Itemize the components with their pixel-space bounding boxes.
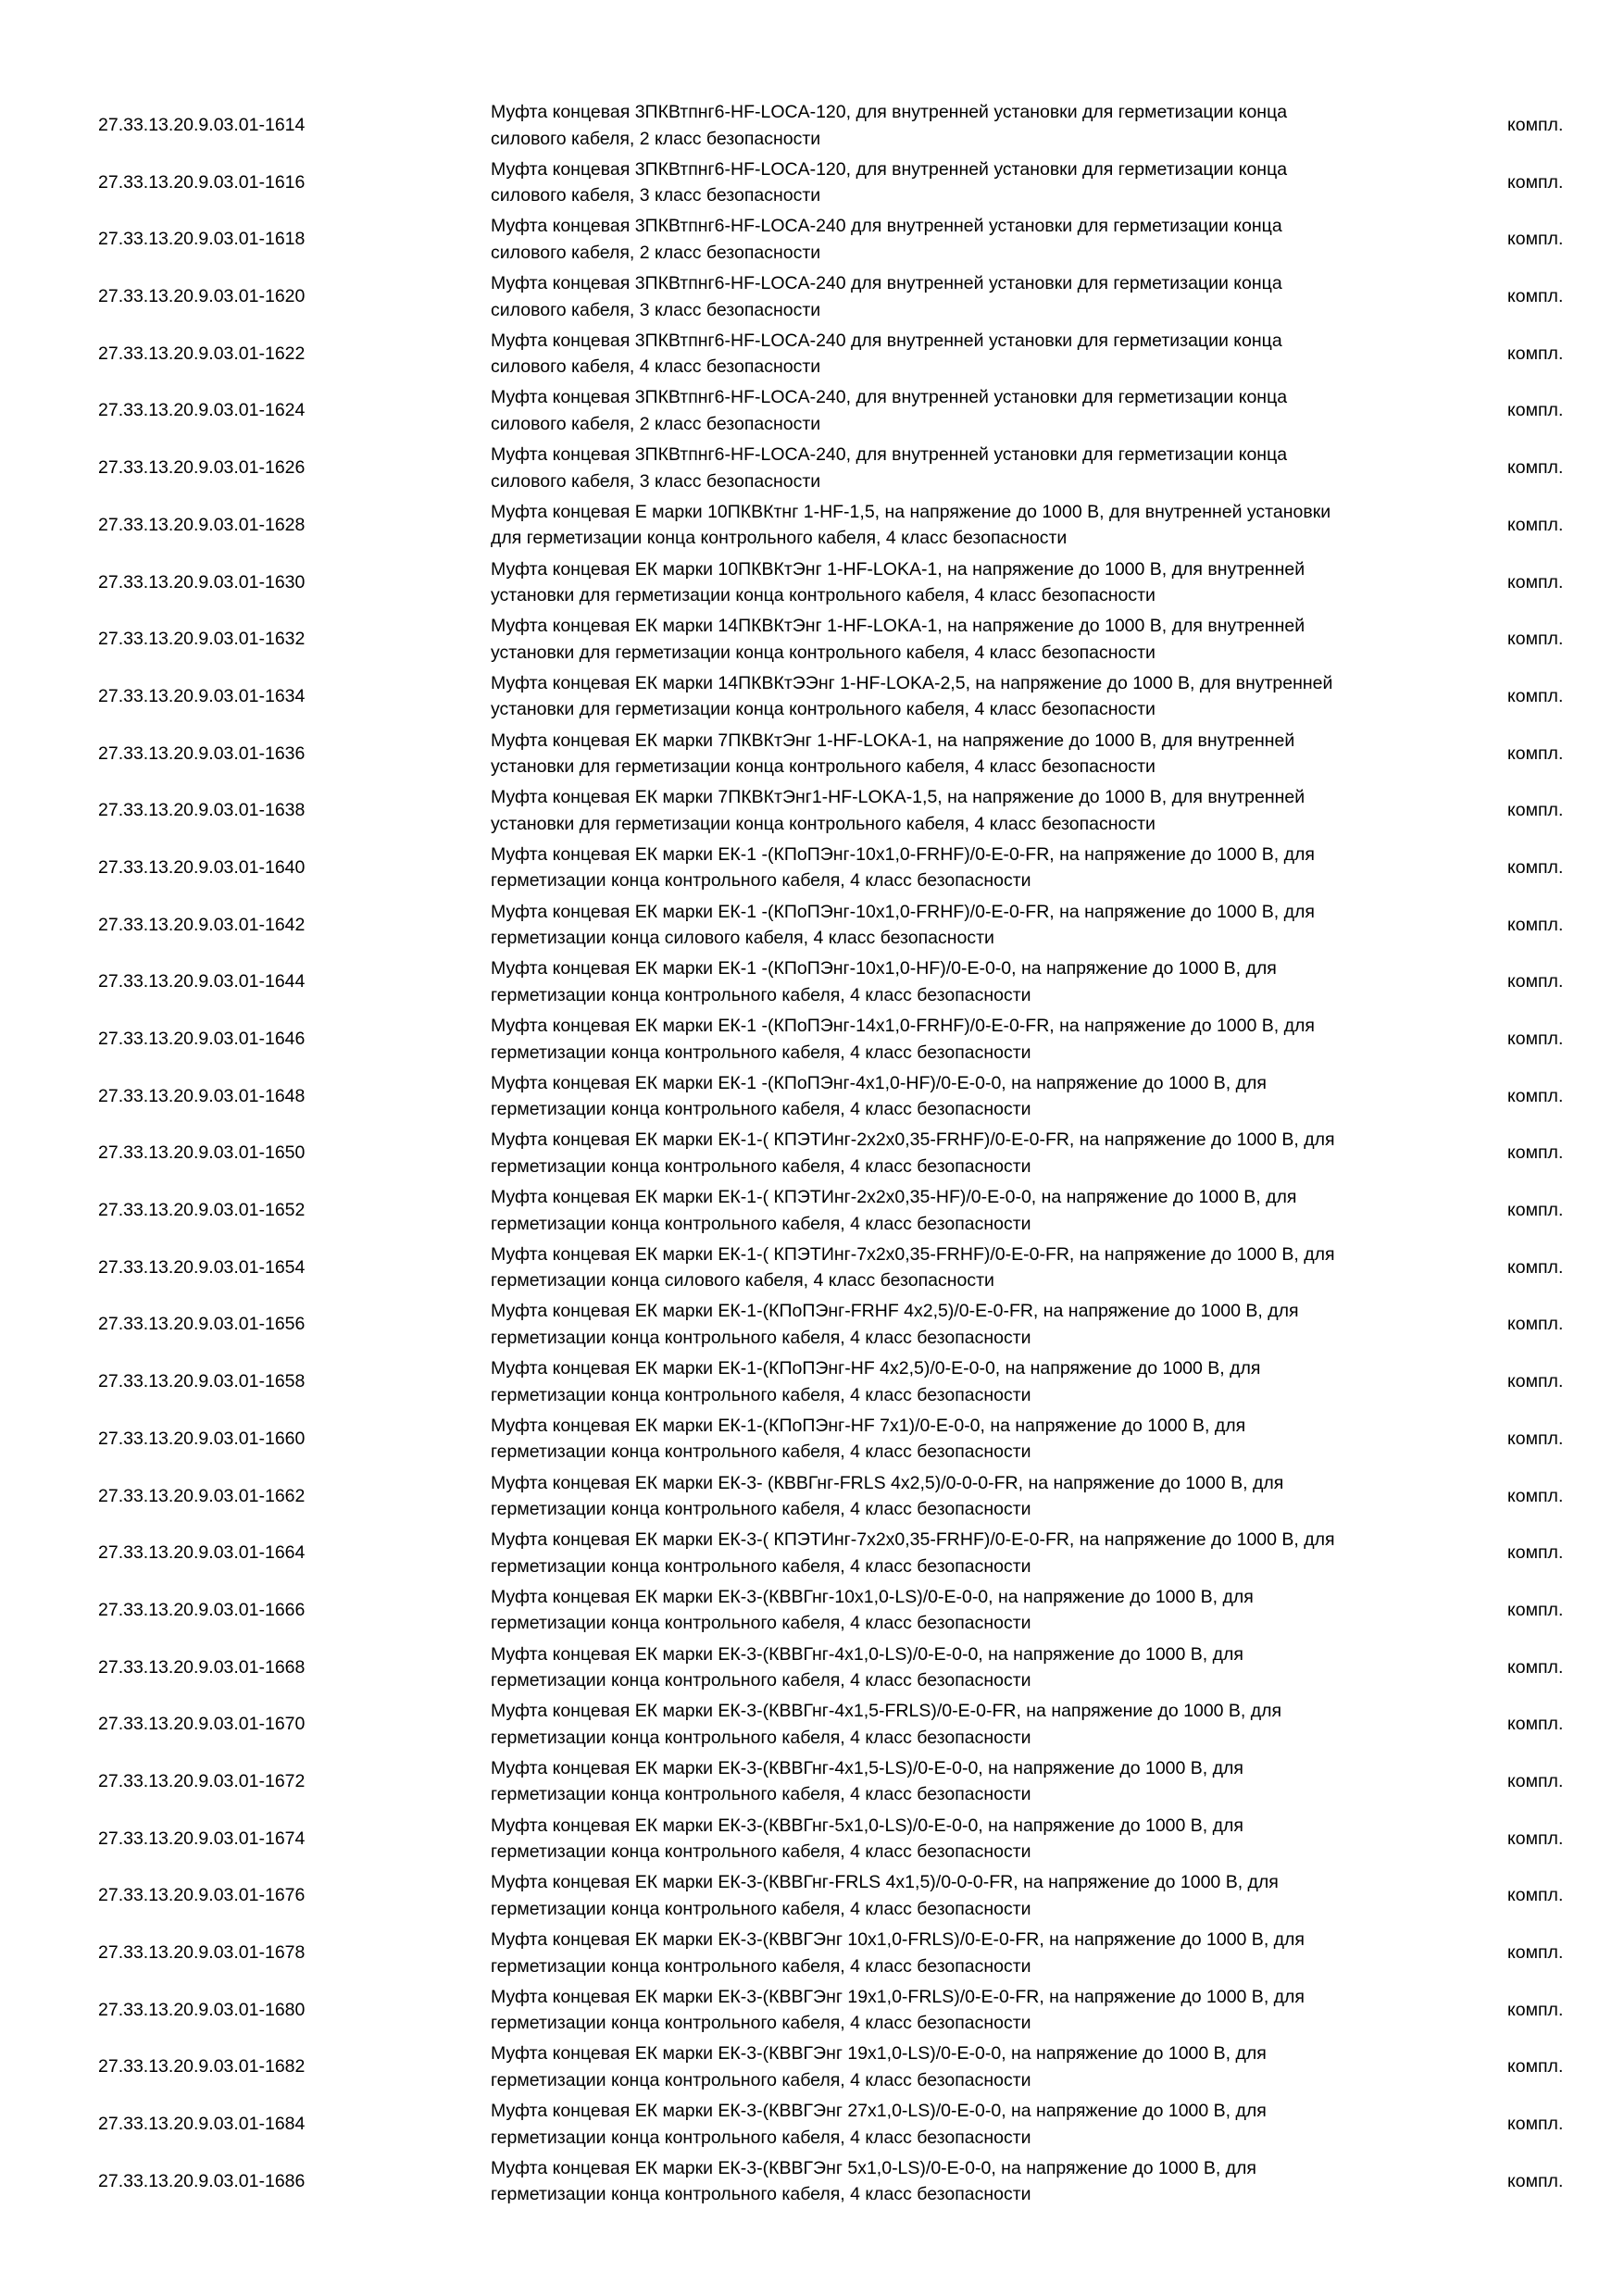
item-code: 27.33.13.20.9.03.01-1620: [98, 286, 306, 307]
unit-of-measure: компл.: [1507, 343, 1564, 364]
description-line: Муфта концевая 3ПКВтпнг6-HF-LOCA-240 для внутренней установки для герметизации конца: [491, 216, 1282, 237]
price-list-table: [0, 97, 1624, 2210]
item-code: 27.33.13.20.9.03.01-1614: [98, 115, 306, 135]
unit-of-measure: компл.: [1507, 800, 1564, 821]
description-line: герметизации конца контрольного кабеля, 4 класс безопасности: [491, 1670, 1031, 1691]
unit-of-measure: компл.: [1507, 171, 1564, 193]
item-description: [491, 1755, 1463, 1808]
unit-of-measure: компл.: [1507, 457, 1564, 479]
table-row: [0, 1982, 1624, 2040]
unit-of-measure: компл.: [1507, 685, 1564, 706]
item-description: [491, 1070, 1463, 1123]
table-row: [0, 1411, 1624, 1468]
table-row: [0, 1354, 1624, 1411]
unit-of-measure: компл.: [1507, 742, 1564, 764]
description-line: Муфта концевая ЕК марки ЕК-3-( КПЭТИнг-7х2х0,35-FRHF)/0-Е-0-FR, на напряжение до 1000 В, для: [491, 1529, 1335, 1551]
item-description: [491, 1984, 1463, 2037]
item-description: [491, 156, 1463, 209]
item-description: [491, 1470, 1463, 1523]
unit-of-measure: компл.: [1507, 514, 1564, 535]
item-code: 27.33.13.20.9.03.01-1642: [98, 914, 306, 935]
item-description: [491, 99, 1463, 152]
item-description: [491, 556, 1463, 609]
description-line: Муфта концевая Е марки 10ПКВКтнг 1-HF-1,5, на напряжение до 1000 В, для внутренней установки: [491, 501, 1331, 522]
table-row: [0, 1240, 1624, 1297]
item-code: 27.33.13.20.9.03.01-1670: [98, 1714, 306, 1735]
table-row: [0, 326, 1624, 383]
item-code: 27.33.13.20.9.03.01-1616: [98, 171, 306, 193]
description-line: Муфта концевая ЕК марки ЕК-1-( КПЭТИнг-7х2х0,35-FRHF)/0-Е-0-FR, на напряжение до 1000 В, для: [491, 1243, 1335, 1265]
description-line: герметизации конца контрольного кабеля, 4 класс безопасности: [491, 2127, 1031, 2148]
item-code: 27.33.13.20.9.03.01-1674: [98, 1828, 306, 1849]
unit-of-measure: компл.: [1507, 2114, 1564, 2135]
item-description: [491, 2098, 1463, 2151]
description-line: Муфта концевая 3ПКВтпнг6-HF-LOCA-120, для внутренней установки для герметизации конца: [491, 158, 1288, 180]
description-line: Муфта концевая ЕК марки ЕК-1-( КПЭТИнг-2х2х0,35-HF)/0-Е-0-0, на напряжение до 1000 В, для: [491, 1187, 1297, 1208]
item-code: 27.33.13.20.9.03.01-1676: [98, 1885, 306, 1906]
description-line: герметизации конца контрольного кабеля, 4 класс безопасности: [491, 2013, 1031, 2034]
description-line: Муфта концевая ЕК марки ЕК-1 -(КПоПЭнг-10х1,0-FRHF)/0-Е-0-FR, на напряжение до 1000 В, для: [491, 843, 1315, 865]
description-line: силового кабеля, 2 класс безопасности: [491, 242, 821, 263]
description-line: герметизации конца силового кабеля, 4 класс безопасности: [491, 928, 994, 949]
description-line: Муфта концевая 3ПКВтпнг6-HF-LOCA-240 для внутренней установки для герметизации конца: [491, 330, 1282, 351]
description-line: Муфта концевая ЕК марки ЕК-3-(КВВГЭнг 10х1,0-FRLS)/0-Е-0-FR, на напряжение до 1000 В, для: [491, 1929, 1305, 1950]
description-line: герметизации конца силового кабеля, 4 класс безопасности: [491, 1270, 994, 1292]
table-row: [0, 611, 1624, 668]
description-line: силового кабеля, 2 класс безопасности: [491, 413, 821, 434]
unit-of-measure: компл.: [1507, 1828, 1564, 1849]
description-line: установки для герметизации конца контрольного кабеля, 4 класс безопасности: [491, 813, 1156, 834]
table-row: [0, 211, 1624, 268]
table-row: [0, 726, 1624, 783]
table-row: [0, 1296, 1624, 1354]
item-code: 27.33.13.20.9.03.01-1634: [98, 685, 306, 706]
description-line: Муфта концевая ЕК марки ЕК-1 -(КПоПЭнг-4х1,0-HF)/0-Е-0-0, на напряжение до 1000 В, для: [491, 1072, 1267, 1093]
item-description: [491, 1869, 1463, 1922]
item-code: 27.33.13.20.9.03.01-1618: [98, 229, 306, 250]
item-code: 27.33.13.20.9.03.01-1682: [98, 2056, 306, 2078]
item-code: 27.33.13.20.9.03.01-1686: [98, 2170, 306, 2191]
item-description: [491, 384, 1463, 437]
item-description: [491, 613, 1463, 666]
description-line: герметизации конца контрольного кабеля, 4 класс безопасности: [491, 1099, 1031, 1120]
unit-of-measure: компл.: [1507, 1485, 1564, 1506]
item-description: [491, 1242, 1463, 1294]
table-row: [0, 382, 1624, 440]
unit-of-measure: компл.: [1507, 914, 1564, 935]
item-code: 27.33.13.20.9.03.01-1666: [98, 1599, 306, 1620]
unit-of-measure: компл.: [1507, 971, 1564, 992]
table-row: [0, 782, 1624, 840]
item-description: [491, 2040, 1463, 2093]
description-line: герметизации конца контрольного кабеля, 4 класс безопасности: [491, 1555, 1031, 1577]
description-line: Муфта концевая ЕК марки ЕК-1 -(КПоПЭнг-10х1,0-HF)/0-Е-0-0, на напряжение до 1000 В, для: [491, 958, 1277, 980]
description-line: герметизации конца контрольного кабеля, 4 класс безопасности: [491, 1955, 1031, 1977]
table-row: [0, 555, 1624, 612]
item-code: 27.33.13.20.9.03.01-1626: [98, 457, 306, 479]
description-line: Муфта концевая 3ПКВтпнг6-HF-LOCA-240 для внутренней установки для герметизации конца: [491, 273, 1282, 294]
description-line: Муфта концевая ЕК марки ЕК-3-(КВВГЭнг 19х1,0-FRLS)/0-Е-0-FR, на напряжение до 1000 В, для: [491, 1986, 1305, 2007]
description-line: Муфта концевая 3ПКВтпнг6-HF-LOCA-240, для внутренней установки для герметизации конца: [491, 444, 1288, 466]
table-row: [0, 1696, 1624, 1753]
item-code: 27.33.13.20.9.03.01-1660: [98, 1428, 306, 1449]
description-line: Муфта концевая 3ПКВтпнг6-HF-LOCA-120, для внутренней установки для герметизации конца: [491, 102, 1288, 122]
item-code: 27.33.13.20.9.03.01-1640: [98, 856, 306, 878]
item-code: 27.33.13.20.9.03.01-1656: [98, 1314, 306, 1335]
unit-of-measure: компл.: [1507, 1314, 1564, 1335]
unit-of-measure: компл.: [1507, 1029, 1564, 1049]
item-description: [491, 899, 1463, 952]
item-description: [491, 842, 1463, 894]
item-code: 27.33.13.20.9.03.01-1646: [98, 1029, 306, 1049]
item-code: 27.33.13.20.9.03.01-1668: [98, 1656, 306, 1678]
table-row: [0, 1811, 1624, 1868]
item-description: [491, 499, 1463, 552]
item-description: [491, 1641, 1463, 1694]
description-line: для герметизации конца контрольного кабеля, 4 класс безопасности: [491, 528, 1068, 549]
item-code: 27.33.13.20.9.03.01-1628: [98, 514, 306, 535]
description-line: герметизации конца контрольного кабеля, 4 класс безопасности: [491, 1841, 1031, 1863]
item-code: 27.33.13.20.9.03.01-1652: [98, 1200, 306, 1221]
unit-of-measure: компл.: [1507, 1256, 1564, 1278]
description-line: Муфта концевая ЕК марки ЕК-1 -(КПоПЭнг-10х1,0-FRHF)/0-Е-0-FR, на напряжение до 1000 В, для: [491, 901, 1315, 922]
item-description: [491, 2155, 1463, 2208]
item-code: 27.33.13.20.9.03.01-1638: [98, 800, 306, 821]
item-code: 27.33.13.20.9.03.01-1680: [98, 1999, 306, 2020]
table-row: [0, 1011, 1624, 1068]
description-line: герметизации конца контрольного кабеля, 4 класс безопасности: [491, 984, 1031, 1005]
item-code: 27.33.13.20.9.03.01-1636: [98, 742, 306, 764]
unit-of-measure: компл.: [1507, 856, 1564, 878]
table-row: [0, 1068, 1624, 1126]
table-row: [0, 954, 1624, 1011]
table-row: [0, 840, 1624, 897]
table-row: [0, 2039, 1624, 2096]
item-code: 27.33.13.20.9.03.01-1684: [98, 2114, 306, 2135]
unit-of-measure: компл.: [1507, 1142, 1564, 1164]
table-row: [0, 2096, 1624, 2153]
item-description: [491, 784, 1463, 837]
description-line: герметизации конца контрольного кабеля, 4 класс безопасности: [491, 1727, 1031, 1748]
description-line: герметизации конца контрольного кабеля, 4 класс безопасности: [491, 1327, 1031, 1348]
description-line: силового кабеля, 3 класс безопасности: [491, 470, 821, 492]
description-line: Муфта концевая ЕК марки 10ПКВКтЭнг 1-HF-LOKA-1, на напряжение до 1000 В, для внутренней: [491, 558, 1305, 580]
unit-of-measure: компл.: [1507, 1371, 1564, 1392]
item-code: 27.33.13.20.9.03.01-1644: [98, 971, 306, 992]
description-line: Муфта концевая ЕК марки 14ПКВКтЭЭнг 1-HF-LOKA-2,5, на напряжение до 1000 В, для внутренней: [491, 672, 1333, 693]
item-description: [491, 1413, 1463, 1466]
unit-of-measure: компл.: [1507, 2056, 1564, 2078]
description-line: герметизации конца контрольного кабеля, 4 класс безопасности: [491, 1898, 1031, 1919]
item-code: 27.33.13.20.9.03.01-1654: [98, 1256, 306, 1278]
table-row: [0, 897, 1624, 955]
description-line: Муфта концевая ЕК марки 7ПКВКтЭнг 1-HF-LOKA-1, на напряжение до 1000 В, для внутренней: [491, 730, 1295, 751]
description-line: герметизации конца контрольного кабеля, 4 класс безопасности: [491, 2184, 1031, 2205]
description-line: герметизации конца контрольного кабеля, 4 класс безопасности: [491, 1213, 1031, 1234]
description-line: Муфта концевая ЕК марки ЕК-3- (КВВГнг-FRLS 4х2,5)/0-0-0-FR, на напряжение до 1000 В, для: [491, 1472, 1284, 1493]
description-line: установки для герметизации конца контрольного кабеля, 4 класс безопасности: [491, 585, 1156, 605]
table-row: [0, 97, 1624, 155]
table-row: [0, 1640, 1624, 1697]
description-line: герметизации конца контрольного кабеля, 4 класс безопасности: [491, 1613, 1031, 1634]
item-code: 27.33.13.20.9.03.01-1624: [98, 400, 306, 421]
unit-of-measure: компл.: [1507, 1999, 1564, 2020]
unit-of-measure: компл.: [1507, 1085, 1564, 1106]
unit-of-measure: компл.: [1507, 1885, 1564, 1906]
table-row: [0, 1925, 1624, 1982]
item-description: [491, 328, 1463, 381]
item-code: 27.33.13.20.9.03.01-1678: [98, 1942, 306, 1963]
unit-of-measure: компл.: [1507, 1428, 1564, 1449]
item-description: [491, 1355, 1463, 1408]
item-description: [491, 442, 1463, 494]
table-row: [0, 268, 1624, 326]
description-line: герметизации конца контрольного кабеля, 4 класс безопасности: [491, 1042, 1031, 1063]
item-code: 27.33.13.20.9.03.01-1622: [98, 343, 306, 364]
item-code: 27.33.13.20.9.03.01-1664: [98, 1542, 306, 1564]
description-line: Муфта концевая ЕК марки 7ПКВКтЭнг1-HF-LOKA-1,5, на напряжение до 1000 В, для внутренней: [491, 787, 1305, 808]
description-line: Муфта концевая 3ПКВтпнг6-HF-LOCA-240, для внутренней установки для герметизации конца: [491, 387, 1288, 408]
table-row: [0, 1582, 1624, 1640]
description-line: Муфта концевая ЕК марки ЕК-3-(КВВГнг-4х1,5-LS)/0-Е-0-0, на напряжение до 1000 В, для: [491, 1757, 1243, 1778]
description-line: установки для герметизации конца контрольного кабеля, 4 класс безопасности: [491, 756, 1156, 778]
description-line: герметизации конца контрольного кабеля, 4 класс безопасности: [491, 1384, 1031, 1405]
description-line: герметизации конца контрольного кабеля, 4 класс безопасности: [491, 1784, 1031, 1805]
table-row: [0, 1125, 1624, 1182]
table-row: [0, 668, 1624, 726]
unit-of-measure: компл.: [1507, 1942, 1564, 1963]
unit-of-measure: компл.: [1507, 115, 1564, 135]
description-line: Муфта концевая ЕК марки ЕК-3-(КВВГнг-FRLS 4х1,5)/0-0-0-FR, на напряжение до 1000 В, для: [491, 1872, 1279, 1893]
item-description: [491, 1127, 1463, 1179]
description-line: Муфта концевая ЕК марки ЕК-3-(КВВГнг-5х1,0-LS)/0-Е-0-0, на напряжение до 1000 В, для: [491, 1815, 1243, 1836]
unit-of-measure: компл.: [1507, 286, 1564, 307]
unit-of-measure: компл.: [1507, 1599, 1564, 1620]
item-code: 27.33.13.20.9.03.01-1648: [98, 1085, 306, 1106]
description-line: Муфта концевая ЕК марки ЕК-3-(КВВГнг-10х1,0-LS)/0-Е-0-0, на напряжение до 1000 В, для: [491, 1586, 1254, 1607]
table-row: [0, 2153, 1624, 2211]
unit-of-measure: компл.: [1507, 1656, 1564, 1678]
description-line: Муфта концевая ЕК марки ЕК-3-(КВВГЭнг 27х1,0-LS)/0-Е-0-0, на напряжение до 1000 В, для: [491, 2101, 1267, 2122]
item-description: [491, 1013, 1463, 1066]
table-row: [0, 1468, 1624, 1526]
item-description: [491, 1927, 1463, 1979]
description-line: Муфта концевая ЕК марки ЕК-1 -(КПоПЭнг-14х1,0-FRHF)/0-Е-0-FR, на напряжение до 1000 В, для: [491, 1016, 1315, 1036]
unit-of-measure: компл.: [1507, 1542, 1564, 1564]
description-line: Муфта концевая ЕК марки ЕК-3-(КВВГЭнг 19х1,0-LS)/0-Е-0-0, на напряжение до 1000 В, для: [491, 2043, 1267, 2065]
item-description: [491, 1698, 1463, 1751]
item-description: [491, 1584, 1463, 1637]
description-line: силового кабеля, 4 класс безопасности: [491, 356, 821, 378]
description-line: Муфта концевая ЕК марки ЕК-1-(КПоПЭнг-HF 4х2,5)/0-Е-0-0, на напряжение до 1000 В, для: [491, 1358, 1261, 1379]
description-line: Муфта концевая ЕК марки 14ПКВКтЭнг 1-HF-LOKA-1, на напряжение до 1000 В, для внутренней: [491, 616, 1305, 637]
description-line: герметизации конца контрольного кабеля, 4 класс безопасности: [491, 2069, 1031, 2090]
item-description: [491, 955, 1463, 1008]
table-row: [0, 1182, 1624, 1240]
description-line: Муфта концевая ЕК марки ЕК-1-(КПоПЭнг-FRHF 4х2,5)/0-Е-0-FR, на напряжение до 1000 В, для: [491, 1301, 1299, 1322]
description-line: силового кабеля, 2 класс безопасности: [491, 128, 821, 149]
unit-of-measure: компл.: [1507, 1200, 1564, 1221]
description-line: Муфта концевая ЕК марки ЕК-1-(КПоПЭнг-HF 7х1)/0-Е-0-0, на напряжение до 1000 В, для: [491, 1415, 1246, 1436]
item-description: [491, 728, 1463, 780]
description-line: силового кабеля, 3 класс безопасности: [491, 299, 821, 320]
table-row: [0, 1525, 1624, 1582]
item-description: [491, 670, 1463, 723]
table-row: [0, 497, 1624, 555]
description-line: Муфта концевая ЕК марки ЕК-1-( КПЭТИнг-2х2х0,35-FRHF)/0-Е-0-FR, на напряжение до 1000 В, для: [491, 1129, 1335, 1151]
description-line: герметизации конца контрольного кабеля, 4 класс безопасности: [491, 1441, 1031, 1463]
description-line: Муфта концевая ЕК марки ЕК-3-(КВВГнг-4х1,5-FRLS)/0-Е-0-FR, на напряжение до 1000 В, для: [491, 1701, 1282, 1722]
table-row: [0, 1867, 1624, 1925]
item-code: 27.33.13.20.9.03.01-1632: [98, 629, 306, 650]
description-line: установки для герметизации конца контрольного кабеля, 4 класс безопасности: [491, 642, 1156, 663]
item-code: 27.33.13.20.9.03.01-1630: [98, 571, 306, 593]
item-description: [491, 1813, 1463, 1866]
unit-of-measure: компл.: [1507, 629, 1564, 650]
unit-of-measure: компл.: [1507, 1770, 1564, 1791]
description-line: Муфта концевая ЕК марки ЕК-3-(КВВГнг-4х1,0-LS)/0-Е-0-0, на напряжение до 1000 В, для: [491, 1643, 1243, 1665]
item-code: 27.33.13.20.9.03.01-1650: [98, 1142, 306, 1164]
item-description: [491, 270, 1463, 323]
description-line: герметизации конца контрольного кабеля, 4 класс безопасности: [491, 1499, 1031, 1519]
unit-of-measure: компл.: [1507, 229, 1564, 250]
unit-of-measure: компл.: [1507, 1714, 1564, 1735]
table-row: [0, 440, 1624, 497]
item-description: [491, 1298, 1463, 1351]
description-line: установки для герметизации конца контрольного кабеля, 4 класс безопасности: [491, 699, 1156, 720]
description-line: Муфта концевая ЕК марки ЕК-3-(КВВГЭнг 5х1,0-LS)/0-Е-0-0, на напряжение до 1000 В, для: [491, 2157, 1256, 2178]
unit-of-measure: компл.: [1507, 571, 1564, 593]
item-description: [491, 213, 1463, 266]
table-row: [0, 1753, 1624, 1811]
description-line: герметизации конца контрольного кабеля, 4 класс безопасности: [491, 870, 1031, 892]
unit-of-measure: компл.: [1507, 400, 1564, 421]
item-code: 27.33.13.20.9.03.01-1658: [98, 1371, 306, 1392]
table-row: [0, 155, 1624, 212]
item-code: 27.33.13.20.9.03.01-1672: [98, 1770, 306, 1791]
description-line: силового кабеля, 3 класс безопасности: [491, 185, 821, 206]
unit-of-measure: компл.: [1507, 2170, 1564, 2191]
item-code: 27.33.13.20.9.03.01-1662: [98, 1485, 306, 1506]
item-description: [491, 1184, 1463, 1237]
description-line: герметизации конца контрольного кабеля, 4 класс безопасности: [491, 1155, 1031, 1177]
item-description: [491, 1527, 1463, 1579]
